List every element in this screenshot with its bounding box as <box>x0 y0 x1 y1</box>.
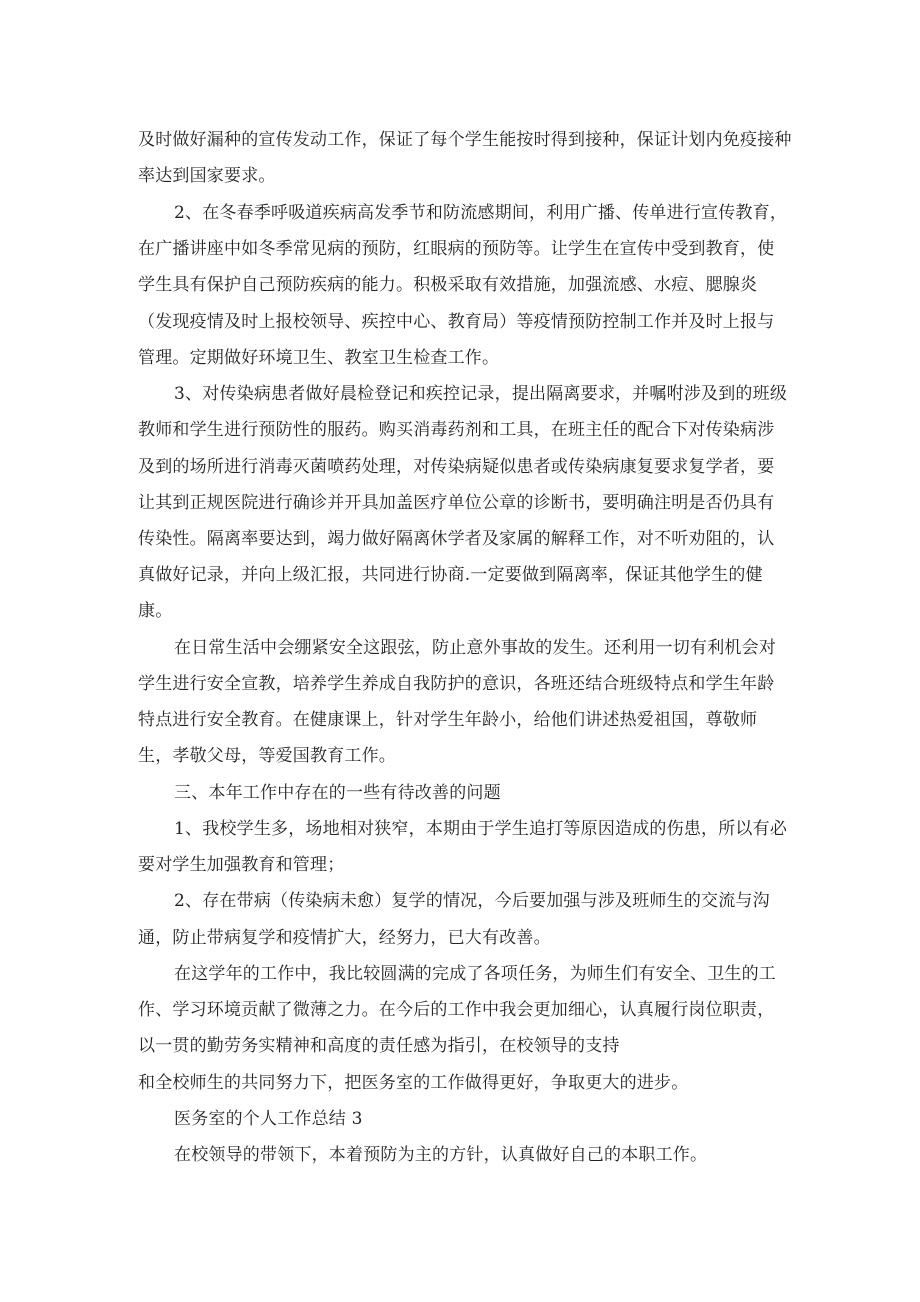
text-line: 要对学生加强教育和管理； <box>138 855 345 875</box>
text-line: 学生具有保护自己预防疾病的能力。积极采取有效措施，加强流感、水痘、腮腺炎 <box>138 275 758 295</box>
text-line: 和全校师生的共同努力下，把医务室的工作做得更好，争取更大的进步。 <box>138 1073 689 1093</box>
text-line: 在日常生活中会绷紧安全这跟弦，防止意外事故的发生。还利用一切有利机会对 <box>174 638 776 658</box>
text-line: 及时做好漏种的宣传发动工作，保证了每个学生能按时得到接种，保证计划内免疫接种 <box>138 130 792 150</box>
text-line: 管理。定期做好环境卫生、教室卫生检查工作。 <box>138 348 500 368</box>
section-heading: 三、本年工作中存在的一些有待改善的问题 <box>174 783 501 803</box>
text-line: （发现疫情及时上报校领导、疾控中心、教育局）等疫情预防控制工作并及时上报与 <box>138 312 775 332</box>
section-heading: 医务室的个人工作总结 3 <box>174 1109 363 1129</box>
text-line: 生，孝敬父母，等爱国教育工作。 <box>138 746 396 766</box>
text-line: 率达到国家要求。 <box>138 166 276 186</box>
text-line: 2、在冬春季呼吸道疾病高发季节和防流感期间，利用广播、传单进行宣传教育， <box>174 203 788 223</box>
text-line: 3、对传染病患者做好晨检登记和疾控记录，提出隔离要求，并嘱咐涉及到的班级 <box>174 384 788 404</box>
text-line: 2、存在带病（传染病未愈）复学的情况，今后要加强与涉及班师生的交流与沟 <box>174 891 770 911</box>
text-line: 以一贯的勤劳务实精神和高度的责任感为指引，在校领导的支持 <box>138 1036 620 1056</box>
text-line: 教师和学生进行预防性的服药。购买消毒药剂和工具，在班主任的配合下对传染病涉 <box>138 420 775 440</box>
text-line: 传染性。隔离率要达到，竭力做好隔离休学者及家属的解释工作，对不听劝阻的，认 <box>138 529 775 549</box>
text-line: 在这学年的工作中，我比较圆满的完成了各项任务，为师生们有安全、卫生的工 <box>174 964 776 984</box>
text-line: 学生进行安全宣教，培养学生养成自我防护的意识，各班还结合班级特点和学生年龄 <box>138 674 775 694</box>
text-line: 通，防止带病复学和疫情扩大，经努力，已大有改善。 <box>138 928 551 948</box>
text-line: 真做好记录，并向上级汇报，共同进行协商.一定要做到隔离率，保证其他学生的健 <box>138 565 763 585</box>
text-line: 及到的场所进行消毒灭菌喷药处理，对传染病疑似患者或传染病康复要求复学者，要 <box>138 457 775 477</box>
text-line: 特点进行安全教育。在健康课上，针对学生年龄小，给他们讲述热爱祖国，尊敬师 <box>138 710 758 730</box>
text-line: 作、学习环境贡献了微薄之力。在今后的工作中我会更加细心，认真履行岗位职责， <box>138 1000 775 1020</box>
text-line: 在校领导的带领下，本着预防为主的方针，认真做好自己的本职工作。 <box>174 1145 708 1165</box>
text-line: 在广播讲座中如冬季常见病的预防，红眼病的预防等。让学生在宣传中受到教育，使 <box>138 239 775 259</box>
text-line: 康。 <box>138 601 173 621</box>
text-line: 让其到正规医院进行确诊并开具加盖医疗单位公章的诊断书，要明确注明是否仍具有 <box>138 493 775 513</box>
text-line: 1、我校学生多，场地相对狭窄，本期由于学生追打等原因造成的伤患，所以有必 <box>174 819 788 839</box>
